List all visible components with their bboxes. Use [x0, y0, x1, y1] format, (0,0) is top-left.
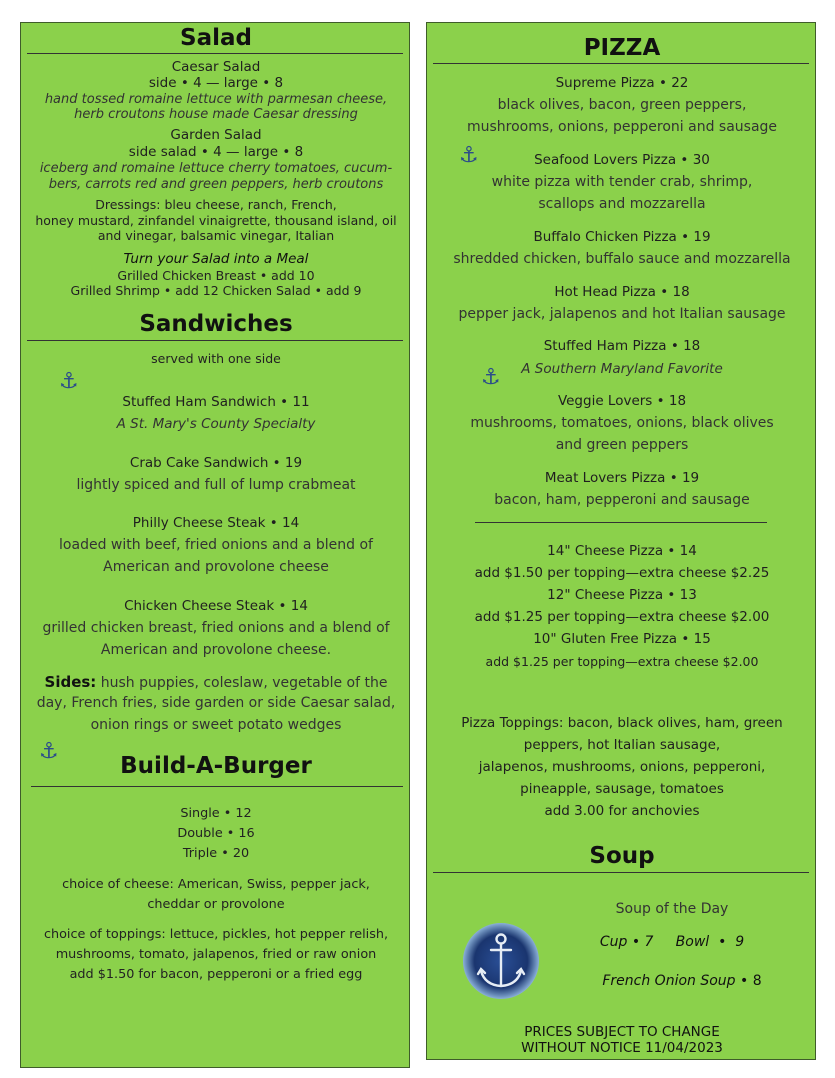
stuffed-ham-pizza-desc: A Southern Maryland Favorite [521, 361, 723, 377]
salad-meal-option-1: Grilled Chicken Breast • add 10 [117, 268, 315, 283]
chicken-cheese-steak-name: Chicken Cheese Steak • 14 [124, 598, 308, 614]
burger-cheese-line-1: choice of cheese: American, Swiss, pepper jack, [62, 877, 370, 892]
veggie-lovers-pizza-desc-1: mushrooms, tomatoes, onions, black olives [470, 415, 774, 431]
burger-toppings-line-2: mushrooms, tomato, jalapenos, fried or raw onion [55, 947, 377, 962]
sides-line-3: onion rings or sweet potato wedges [90, 717, 342, 733]
cheese-pizza-12-name: 12" Cheese Pizza • 13 [547, 587, 697, 603]
pizza-toppings-line-5: add 3.00 for anchovies [544, 803, 700, 819]
burger-double: Double • 16 [177, 826, 255, 841]
anchor-logo [461, 921, 541, 1001]
anchor-icon: ⚓ [459, 143, 479, 168]
stuffed-ham-pizza-name: Stuffed Ham Pizza • 18 [543, 338, 701, 354]
left-menu-panel [20, 22, 410, 1068]
philly-cheese-steak-desc-1: loaded with beef, fried onions and a blend of [59, 537, 373, 553]
supreme-pizza-desc-1: black olives, bacon, green peppers, [497, 97, 747, 113]
crab-cake-sandwich-desc: lightly spiced and full of lump crabmeat [76, 477, 356, 493]
seafood-lovers-pizza-name: Seafood Lovers Pizza • 30 [534, 152, 710, 168]
soup-heading: Soup [589, 843, 655, 869]
veggie-lovers-pizza-desc-2: and green peppers [555, 437, 689, 453]
sides-text-1: hush puppies, coleslaw, vegetable of the [100, 675, 388, 691]
pizza-toppings-line-1: Pizza Toppings: bacon, black olives, ham, green [461, 715, 783, 731]
pizza-toppings-line-4: pineapple, sausage, tomatoes [520, 781, 724, 797]
chicken-cheese-steak-desc-1: grilled chicken breast, fried onions and a blend of [42, 620, 390, 636]
sandwiches-divider [27, 340, 403, 341]
garden-salad-price: side salad • 4 — large • 8 [128, 144, 304, 160]
sandwiches-heading: Sandwiches [139, 311, 293, 337]
buffalo-chicken-pizza-name: Buffalo Chicken Pizza • 19 [533, 229, 711, 245]
pizza-toppings-line-3: jalapenos, mushrooms, onions, pepperoni, [478, 759, 766, 775]
anchor-icon: ⚓ [39, 739, 59, 764]
burger-toppings-line-3: add $1.50 for bacon, pepperoni or a fried egg [69, 967, 363, 982]
caesar-salad-price: side • 4 — large • 8 [148, 75, 284, 91]
supreme-pizza-name: Supreme Pizza • 22 [555, 75, 689, 91]
meat-lovers-pizza-name: Meat Lovers Pizza • 19 [544, 470, 700, 486]
seafood-lovers-pizza-desc-2: scallops and mozzarella [538, 196, 706, 212]
burger-cheese-line-2: cheddar or provolone [147, 897, 285, 912]
price-notice-line-2: WITHOUT NOTICE 11/04/2023 [521, 1040, 723, 1056]
pizza-heading: PIZZA [583, 35, 661, 61]
cheese-pizza-12-toppings: add $1.25 per topping—extra cheese $2.00 [474, 609, 770, 625]
veggie-lovers-pizza-name: Veggie Lovers • 18 [557, 393, 687, 409]
anchor-icon: ⚓ [59, 369, 79, 394]
cheese-pizza-14-name: 14" Cheese Pizza • 14 [547, 543, 697, 559]
caesar-salad-desc-1: hand tossed romaine lettuce with parmesan cheese, [44, 92, 388, 107]
french-onion-soup-price: • 8 [735, 973, 762, 989]
price-notice-line-1: PRICES SUBJECT TO CHANGE [524, 1024, 720, 1040]
dressings-line-1: Dressings: bleu cheese, ranch, French, [95, 197, 337, 212]
crab-cake-sandwich-name: Crab Cake Sandwich • 19 [129, 455, 303, 471]
burger-single: Single • 12 [180, 806, 252, 821]
hot-head-pizza-name: Hot Head Pizza • 18 [554, 284, 690, 300]
sides-label: Sides: [44, 673, 97, 691]
dressings-line-3: and vinegar, balsamic vinegar, Italian [97, 228, 335, 243]
caesar-salad-desc-2: herb croutons house made Caesar dressing [74, 107, 358, 122]
supreme-pizza-desc-2: mushrooms, onions, pepperoni and sausage [466, 119, 778, 135]
sides-line-1 [21, 673, 411, 691]
soup-cup-bowl-price: Cup • 7 Bowl • 9 [599, 934, 745, 950]
caesar-salad-name: Caesar Salad [171, 59, 261, 75]
salad-meal-option-2: Grilled Shrimp • add 12 Chicken Salad • add 9 [70, 283, 362, 298]
chicken-cheese-steak-desc-2: American and provolone cheese. [100, 642, 332, 658]
build-a-burger-heading: Build-A-Burger [120, 753, 312, 779]
seafood-lovers-pizza-desc-1: white pizza with tender crab, shrimp, [491, 174, 753, 190]
burger-triple: Triple • 20 [182, 846, 250, 861]
salad-heading: Salad [180, 25, 252, 51]
salad-divider [27, 53, 403, 54]
dressings-line-2: honey mustard, zinfandel vinaigrette, thousand island, oil [35, 213, 397, 228]
garden-salad-name: Garden Salad [170, 127, 262, 143]
garden-salad-desc-1: iceberg and romaine lettuce cherry tomatoes, cucum- [39, 161, 393, 176]
soup-of-the-day: Soup of the Day [615, 901, 729, 917]
anchor-icon: ⚓ [481, 365, 501, 390]
hot-head-pizza-desc: pepper jack, jalapenos and hot Italian sausage [458, 306, 786, 322]
sides-line-2: day, French fries, side garden or side Caesar salad, [36, 695, 396, 711]
french-onion-soup [577, 973, 787, 989]
cheese-pizza-14-toppings: add $1.50 per topping—extra cheese $2.25 [474, 565, 770, 581]
pizza-sizes-divider [475, 522, 767, 523]
pizza-toppings-line-2: peppers, hot Italian sausage, [523, 737, 721, 753]
garden-salad-desc-2: bers, carrots red and green peppers, herb croutons [48, 177, 384, 192]
buffalo-chicken-pizza-desc: shredded chicken, buffalo sauce and mozzarella [453, 251, 791, 267]
pizza-divider [433, 63, 809, 64]
soup-divider [433, 872, 809, 873]
gluten-free-pizza-toppings: add $1.25 per topping—extra cheese $2.00 [485, 654, 759, 669]
gluten-free-pizza-name: 10" Gluten Free Pizza • 15 [533, 631, 711, 647]
french-onion-soup-name: French Onion Soup [602, 973, 736, 989]
meat-lovers-pizza-desc: bacon, ham, pepperoni and sausage [494, 492, 750, 508]
philly-cheese-steak-desc-2: American and provolone cheese [103, 559, 329, 575]
stuffed-ham-sandwich-name: Stuffed Ham Sandwich • 11 [122, 394, 310, 410]
sandwiches-subtitle: served with one side [151, 351, 281, 366]
salad-meal-heading: Turn your Salad into a Meal [123, 251, 309, 267]
stuffed-ham-sandwich-desc: A St. Mary's County Specialty [116, 416, 316, 432]
burger-toppings-line-1: choice of toppings: lettuce, pickles, hot pepper relish, [43, 927, 389, 942]
philly-cheese-steak-name: Philly Cheese Steak • 14 [132, 515, 300, 531]
burger-divider [31, 786, 403, 787]
right-menu-panel [426, 22, 816, 1060]
